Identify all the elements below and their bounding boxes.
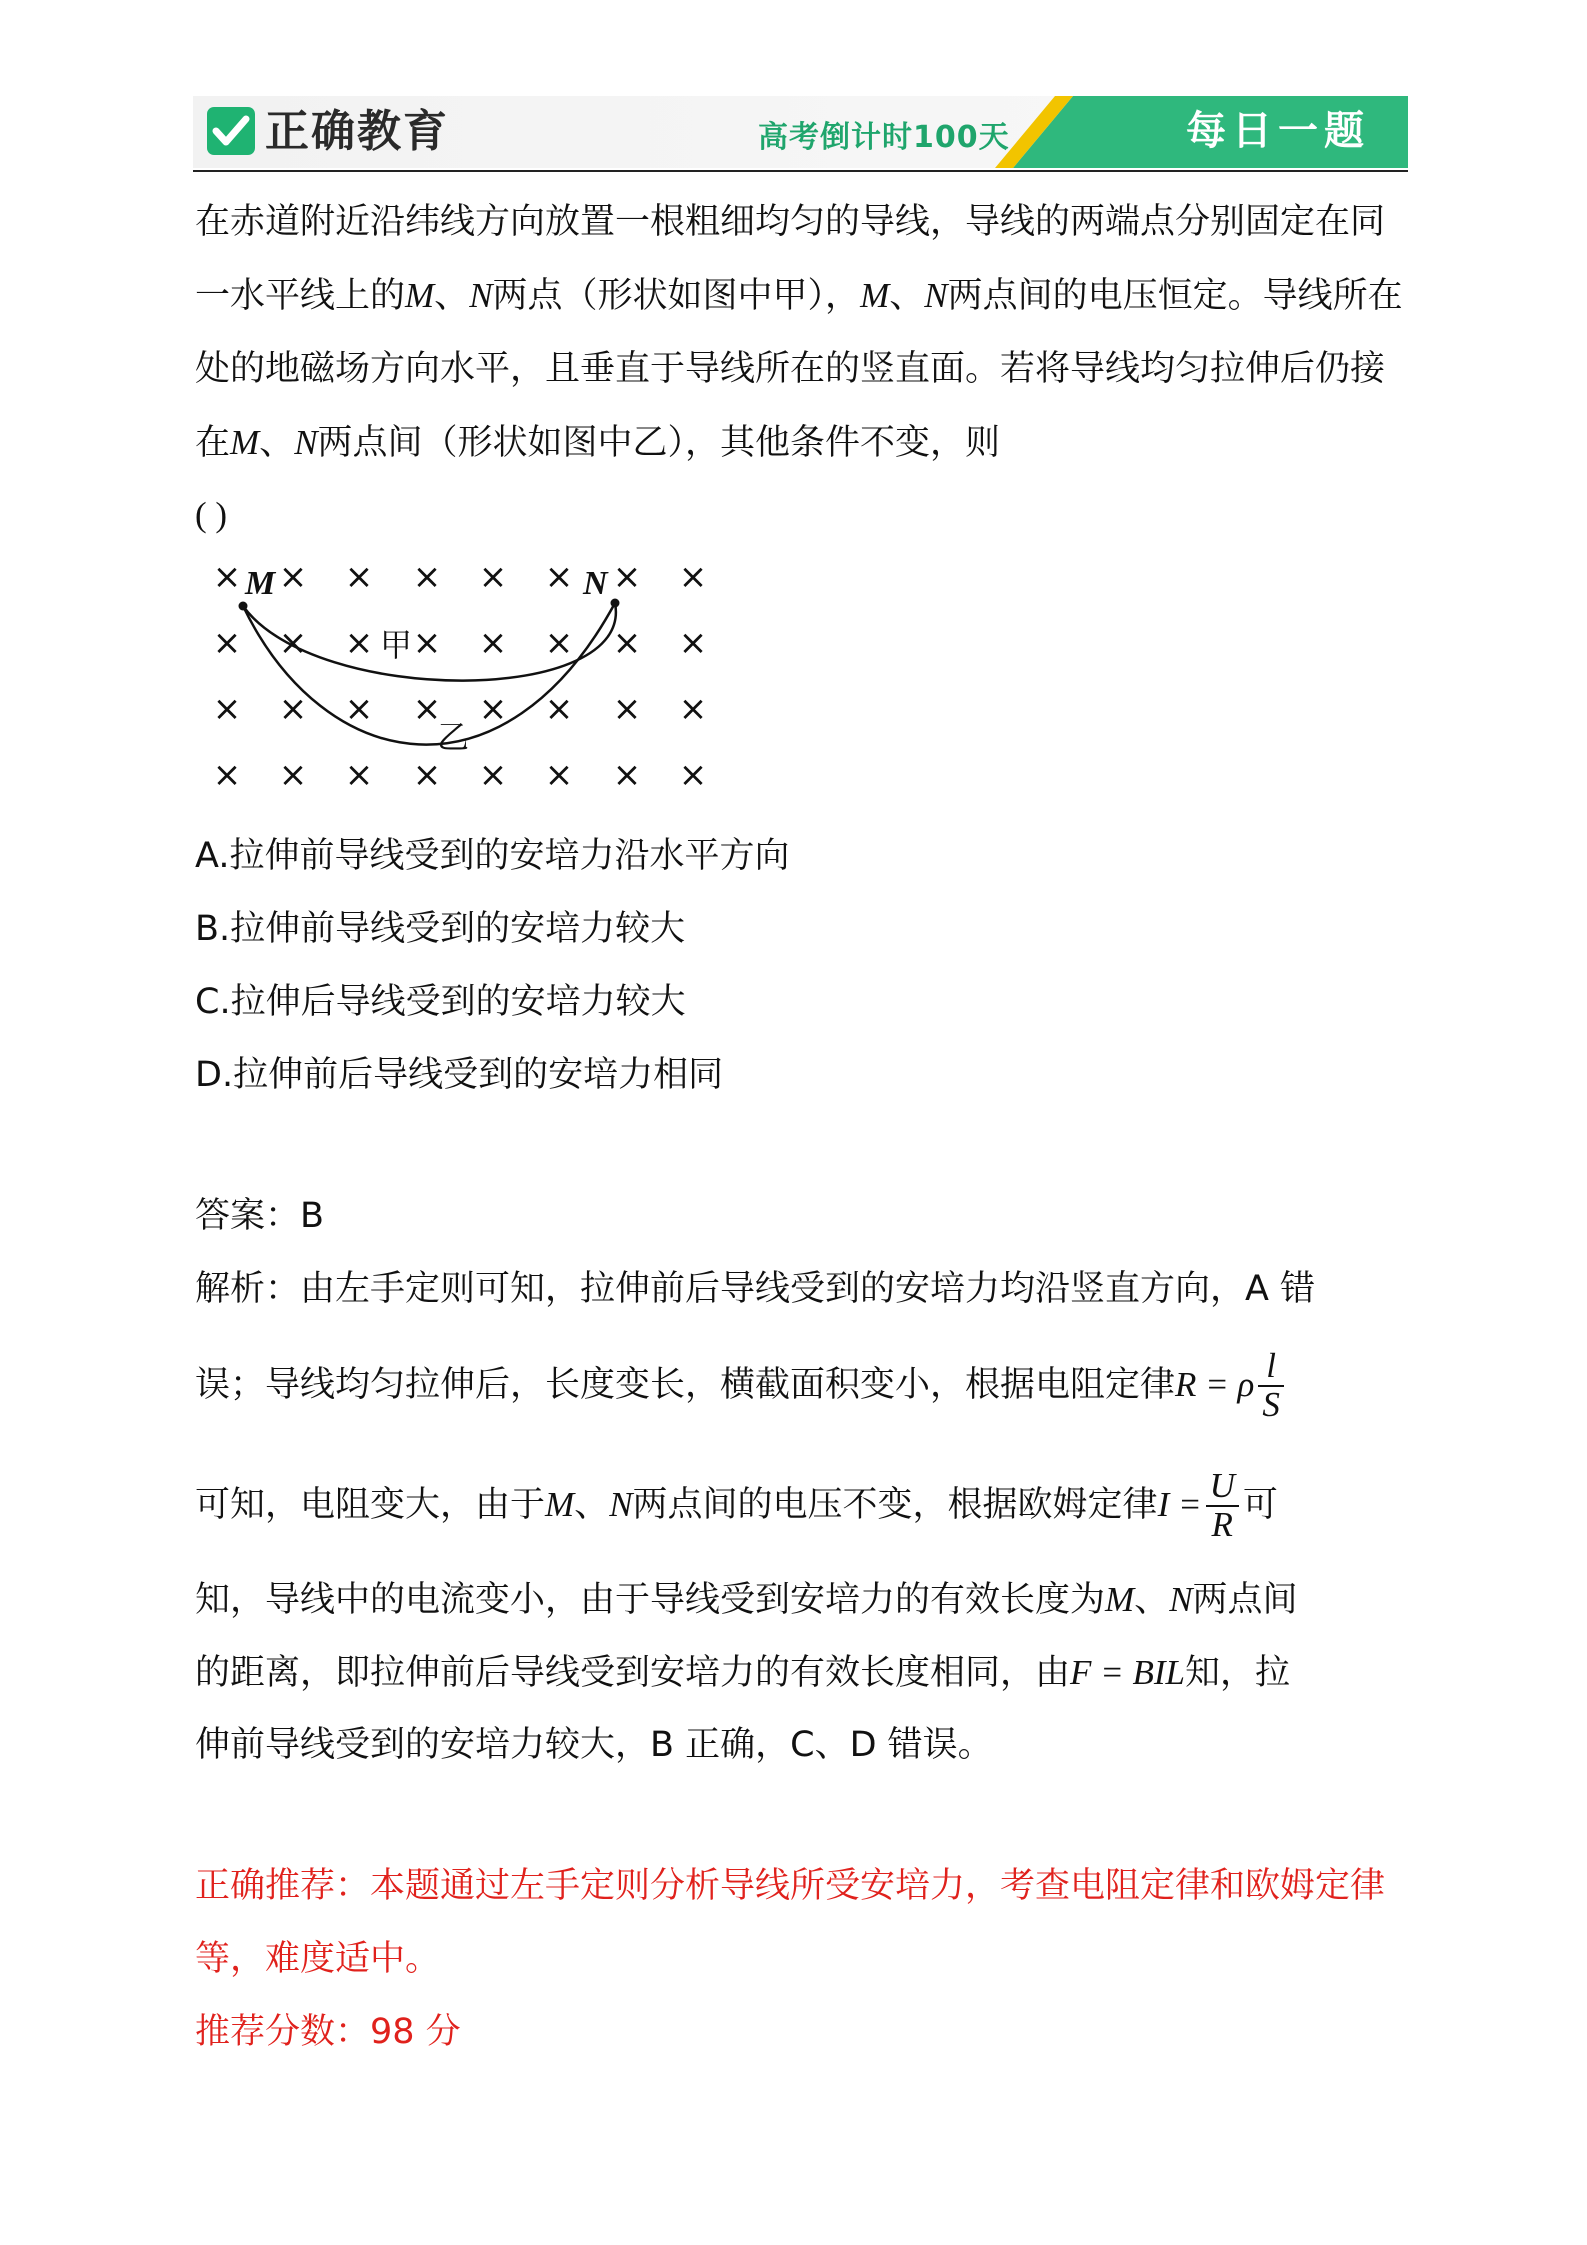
point-n: N	[1169, 1580, 1193, 1619]
analysis-line-2	[195, 1348, 1415, 1424]
field-cross: ×	[544, 623, 574, 663]
field-cross: ×	[612, 623, 642, 663]
label-m: M	[245, 565, 276, 602]
field-cross: ×	[678, 755, 708, 795]
label-n: N	[583, 565, 608, 602]
point-n: N	[469, 276, 493, 315]
field-cross: ×	[478, 623, 508, 663]
check-icon	[212, 113, 250, 149]
fraction-denominator: R	[1211, 1505, 1233, 1544]
analysis-text: 的距离，即拉伸前后导线受到安培力的有效长度相同，由	[195, 1653, 1071, 1693]
brand-name: 正确教育	[265, 106, 449, 157]
field-cross: ×	[344, 755, 374, 795]
field-cross: ×	[212, 689, 242, 729]
analysis-text: 两点间	[1192, 1580, 1298, 1620]
answer-blank: ( )	[195, 495, 228, 534]
label-jia: 甲	[380, 626, 413, 664]
field-cross: ×	[344, 623, 374, 663]
formula-ohm-lhs: I =	[1157, 1485, 1202, 1524]
field-cross: ×	[278, 755, 308, 795]
option-d: D.拉伸前后导线受到的安培力相同	[195, 1055, 724, 1095]
field-cross: ×	[478, 557, 508, 597]
analysis-line-6: 伸前导线受到的安培力较大，B 正确，C、D 错误。	[195, 1725, 993, 1765]
field-cross: ×	[612, 689, 642, 729]
magnetic-field-diagram	[205, 556, 725, 806]
field-cross: ×	[278, 689, 308, 729]
field-cross: ×	[412, 689, 442, 729]
fraction-numerator: U	[1206, 1468, 1239, 1507]
fraction-denominator: S	[1262, 1385, 1280, 1424]
analysis-line-1: 解析：由左手定则可知，拉伸前后导线受到的安培力均沿竖直方向，A 错	[195, 1269, 1316, 1309]
field-cross: ×	[344, 689, 374, 729]
separator: 、	[889, 276, 925, 316]
banner-underline	[193, 170, 1408, 172]
field-cross: ×	[478, 755, 508, 795]
analysis-text: 知，拉	[1185, 1653, 1291, 1693]
question-text-3: 两点间的电压恒定。导线所在处的地磁场方向水平，且垂直于导线所在的竖直面。若将导线均匀拉伸后仍接在	[195, 276, 1403, 463]
endpoint-n	[611, 599, 620, 608]
daily-question-label: 每日一题	[1186, 108, 1370, 154]
field-cross: ×	[412, 557, 442, 597]
question-stem	[195, 186, 1415, 480]
option-a: A.拉伸前导线受到的安培力沿水平方向	[195, 836, 790, 876]
point-m: M	[230, 423, 260, 462]
formula-ampere-force: F = BIL	[1070, 1653, 1186, 1692]
field-cross: ×	[544, 755, 574, 795]
analysis-line-5	[195, 1636, 1415, 1710]
field-cross: ×	[678, 623, 708, 663]
field-cross: ×	[412, 623, 442, 663]
point-m: M	[545, 1485, 575, 1524]
question-text-4: 两点间（形状如图中乙），其他条件不变，则	[317, 423, 1001, 463]
label-yi: 乙	[437, 718, 470, 756]
analysis-text: 两点间的电压不变，根据欧姆定律	[632, 1485, 1158, 1525]
point-m: M	[1105, 1580, 1135, 1619]
analysis-text: 可知，电阻变大，由于	[195, 1485, 546, 1525]
point-n: N	[609, 1485, 633, 1524]
analysis-text: 知，导线中的电流变小，由于导线受到安培力的有效长度为	[195, 1580, 1106, 1620]
point-m: M	[405, 276, 435, 315]
field-cross: ×	[212, 623, 242, 663]
analysis-line-4	[195, 1563, 1415, 1637]
separator: 、	[259, 423, 295, 463]
analysis-text: 可	[1242, 1485, 1278, 1525]
point-n: N	[924, 276, 948, 315]
point-m: M	[860, 276, 890, 315]
field-cross: ×	[544, 557, 574, 597]
recommendation: 正确推荐：本题通过左手定则分析导线所受安培力，考查电阻定律和欧姆定律等，难度适中。	[195, 1866, 1386, 1979]
field-cross: ×	[544, 689, 574, 729]
analysis-line-3	[195, 1468, 1415, 1544]
answer: 答案：B	[195, 1196, 325, 1236]
recommend-score: 推荐分数：98 分	[195, 2012, 461, 2052]
field-cross: ×	[678, 689, 708, 729]
separator: 、	[434, 276, 470, 316]
question-text-1: 在赤道附近沿纬线方向放置一根粗细均匀的导线，导线的两端点分别固定在同一水平线上的	[195, 202, 1386, 316]
fraction-numerator: l	[1258, 1348, 1284, 1387]
point-n: N	[294, 423, 318, 462]
field-cross: ×	[612, 557, 642, 597]
field-cross: ×	[278, 557, 308, 597]
field-cross: ×	[344, 557, 374, 597]
field-crosses	[213, 557, 708, 795]
question-text-2: 两点（形状如图中甲），	[492, 276, 861, 316]
field-cross: ×	[278, 623, 308, 663]
formula-resistance-lhs: R = ρ	[1175, 1365, 1255, 1404]
option-c: C.拉伸后导线受到的安培力较大	[195, 982, 686, 1022]
field-cross: ×	[478, 689, 508, 729]
analysis-text: 误；导线均匀拉伸后，长度变长，横截面积变小，根据电阻定律	[195, 1365, 1176, 1405]
field-cross: ×	[678, 557, 708, 597]
countdown-label: 高考倒计时100天	[758, 120, 1010, 155]
separator: 、	[1134, 1580, 1170, 1620]
separator: 、	[574, 1485, 610, 1525]
formula-ohm-fraction	[1206, 1468, 1239, 1544]
formula-resistance-fraction	[1258, 1348, 1284, 1424]
header-banner	[193, 96, 1408, 172]
field-cross: ×	[412, 755, 442, 795]
field-cross: ×	[212, 557, 242, 597]
field-cross: ×	[612, 755, 642, 795]
endpoint-m	[239, 602, 248, 611]
option-b: B.拉伸前导线受到的安培力较大	[195, 909, 686, 949]
logo	[207, 107, 255, 155]
field-cross: ×	[212, 755, 242, 795]
